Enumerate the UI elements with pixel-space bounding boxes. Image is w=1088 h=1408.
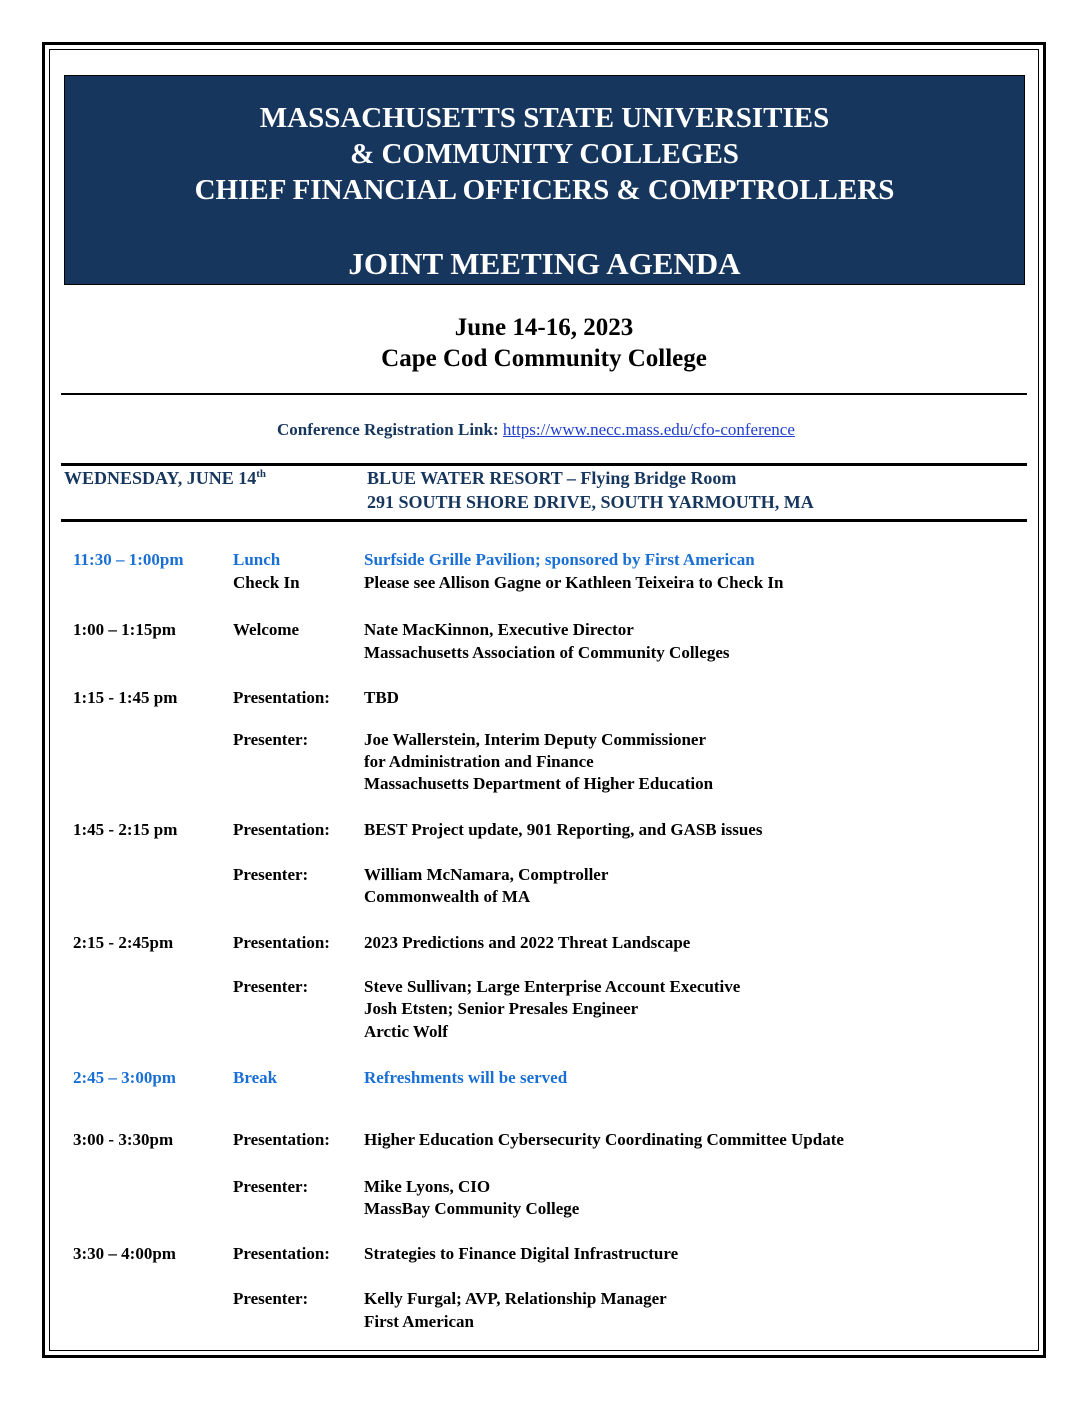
agenda-type: Break [233, 1068, 278, 1087]
agenda-time: 1:15 - 1:45 pm [73, 688, 178, 707]
agenda-detail: MassBay Community College [364, 1199, 580, 1218]
registration-line [277, 420, 795, 440]
agenda-detail: Massachusetts Department of Higher Education [364, 774, 714, 793]
agenda-type: Presentation: [233, 1244, 330, 1263]
agenda-detail: Steve Sullivan; Large Enterprise Account Executive [364, 977, 741, 996]
agenda-detail: Strategies to Finance Digital Infrastructure [364, 1244, 679, 1263]
agenda-type: Presenter: [233, 865, 309, 884]
agenda-type: Presenter: [233, 730, 309, 749]
agenda-detail: Please see Allison Gagne or Kathleen Teixeira to Check In [364, 573, 784, 592]
agenda-detail: Higher Education Cybersecurity Coordinating Committee Update [364, 1130, 844, 1149]
agenda-detail: Massachusetts Association of Community Colleges [364, 643, 730, 662]
agenda-detail: 2023 Predictions and 2022 Threat Landscape [364, 933, 691, 952]
divider [61, 463, 1027, 466]
agenda-type: Presentation: [233, 933, 330, 952]
agenda-type: Presenter: [233, 977, 309, 996]
agenda-detail: Josh Etsten; Senior Presales Engineer [364, 999, 639, 1018]
agenda-time: 2:45 – 3:00pm [73, 1068, 176, 1087]
agenda-detail: Arctic Wolf [364, 1022, 448, 1041]
agenda-type: Presenter: [233, 1177, 309, 1196]
agenda-detail: First American [364, 1312, 474, 1331]
registration-link[interactable]: https://www.necc.mass.edu/cfo-conference [502, 420, 795, 439]
agenda-detail: Refreshments will be served [364, 1068, 568, 1087]
agenda-detail: Commonwealth of MA [364, 887, 531, 906]
agenda-detail: BEST Project update, 901 Reporting, and GASB issues [364, 820, 763, 839]
agenda-detail: for Administration and Finance [364, 752, 594, 771]
day-suffix: th [256, 468, 266, 480]
agenda-detail: Surfside Grille Pavilion; sponsored by First American [364, 550, 755, 569]
agenda-type: Welcome [233, 620, 300, 639]
day-name: WEDNESDAY, JUNE 14 [64, 468, 257, 488]
divider [61, 519, 1027, 522]
header-line-1: MASSACHUSETTS STATE UNIVERSITIES [259, 102, 830, 134]
agenda-time: 2:15 - 2:45pm [73, 933, 174, 952]
agenda-time: 1:00 – 1:15pm [73, 620, 176, 639]
agenda-type: Presentation: [233, 820, 330, 839]
location-line-2: 291 SOUTH SHORE DRIVE, SOUTH YARMOUTH, MA [367, 492, 814, 512]
agenda-detail: William McNamara, Comptroller [364, 865, 609, 884]
agenda-time: 3:00 - 3:30pm [73, 1130, 174, 1149]
agenda-time: 3:30 – 4:00pm [73, 1244, 176, 1263]
day-heading [64, 468, 266, 489]
agenda-detail: Kelly Furgal; AVP, Relationship Manager [364, 1289, 667, 1308]
agenda-detail: Joe Wallerstein, Interim Deputy Commissioner [364, 730, 707, 749]
agenda-type: Presentation: [233, 1130, 330, 1149]
event-venue: Cape Cod Community College [381, 345, 707, 372]
registration-label: Conference Registration Link: [277, 420, 503, 439]
agenda-type: Lunch [233, 550, 281, 569]
agenda-type: Presentation: [233, 688, 330, 707]
divider [61, 393, 1027, 395]
header-line-2: & COMMUNITY COLLEGES [350, 138, 739, 170]
location-line-1: BLUE WATER RESORT – Flying Bridge Room [367, 468, 737, 488]
agenda-type: Presenter: [233, 1289, 309, 1308]
agenda-detail: Nate MacKinnon, Executive Director [364, 620, 634, 639]
agenda-time: 11:30 – 1:00pm [73, 550, 184, 569]
header-line-3: CHIEF FINANCIAL OFFICERS & COMPTROLLERS [194, 174, 895, 206]
header-banner [64, 75, 1025, 285]
agenda-time: 1:45 - 2:15 pm [73, 820, 178, 839]
agenda-detail: Mike Lyons, CIO [364, 1177, 491, 1196]
agenda-type: Check In [233, 573, 300, 592]
event-dates: June 14-16, 2023 [454, 314, 634, 341]
agenda-detail: TBD [364, 688, 399, 707]
agenda-title: JOINT MEETING AGENDA [348, 246, 741, 281]
